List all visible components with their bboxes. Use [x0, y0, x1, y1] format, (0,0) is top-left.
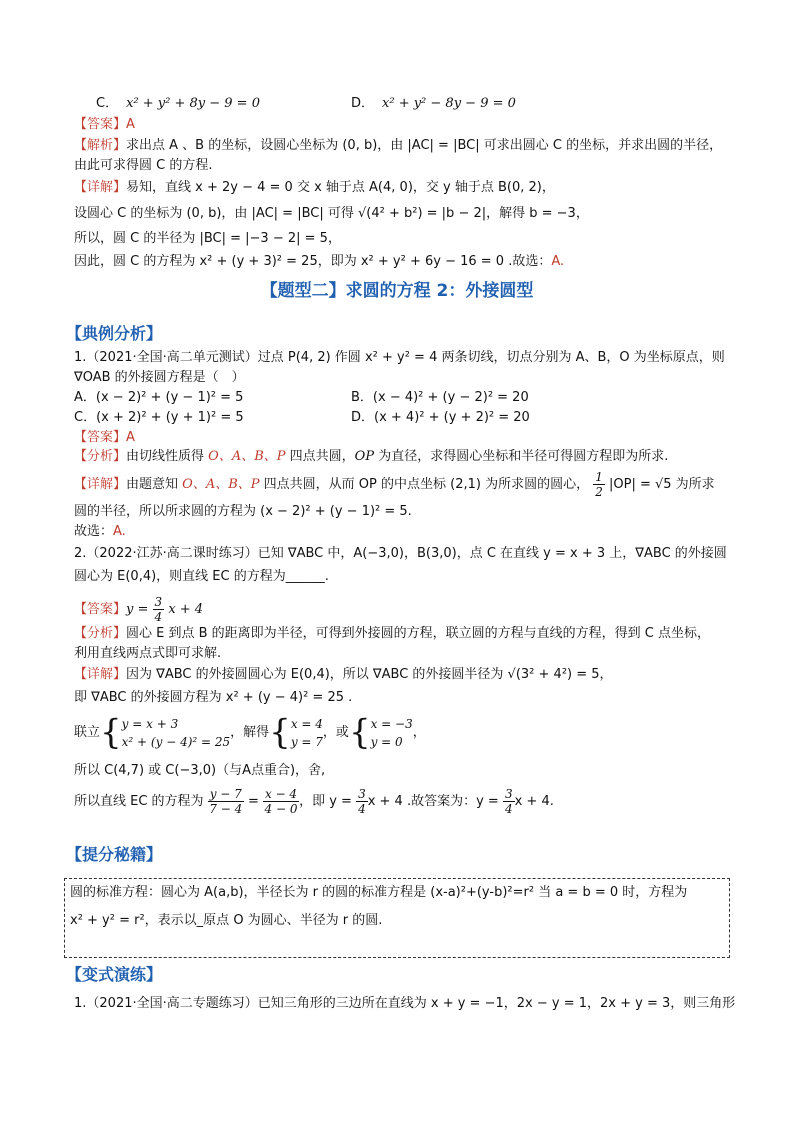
- brace: {: [348, 712, 371, 753]
- option-c: C． x² + y² + 8y − 9 = 0: [96, 96, 260, 111]
- xiangjie-line-1: 【详解】易知，直线 x + 2y − 4 = 0 交 x 轴于点 A(4, 0)，交 y 轴于点 B(0, 2)，: [74, 180, 555, 195]
- xiangjie-line-4: 因此，圆 C 的方程为 x² + (y + 3)² = 25，即为 x² + y² + 6y − 16 = 0 .故选：A.: [74, 254, 565, 269]
- q1-fenxi: 【分析】由切线性质得 O、A、B、P 四点共圆，OP 为直径，求得圆心坐标和半径可得圆方程即为所求.: [74, 449, 669, 464]
- jiexi-line-2: 由此可求得圆 C 的方程.: [74, 158, 213, 173]
- q2-xiangjie-line-1: 【详解】因为 ∇ABC 的外接圆圆心为 E(0,4)，所以 ∇ABC 的外接圆半径为 √(3² + 4²) = 5，: [74, 667, 613, 682]
- q1-xiangjie-line-2: 圆的半径，所以所求圆的方程为 (x − 2)² + (y − 1)² = 5.: [74, 504, 412, 519]
- q1-stem-line-1: 1.（2021·全国·高二单元测试）过点 P(4, 2) 作圆 x² + y² = 4 两条切线，切点分别为 A、B，O 为坐标原点，则: [74, 350, 725, 365]
- q1-option-c: C．(x + 2)² + (y + 1)² = 5: [74, 410, 244, 425]
- q1-answer: 【答案】A: [74, 430, 135, 445]
- equation-system: x = 4 y = 7: [290, 716, 323, 749]
- answer-line: 【答案】A: [74, 117, 135, 132]
- section-title: 【题型二】求圆的方程 2：外接圆型: [260, 281, 534, 301]
- fraction: $\frac{3}{4}$: [358, 787, 366, 816]
- q2-stem-line-1: 2.（2022·江苏·高二课时练习）已知 ∇ABC 中，A(−3,0)，B(3,0)，点 C 在直线 y = x + 3 上，∇ABC 的外接圆: [74, 546, 727, 561]
- q1-option-b: B．(x − 4)² + (y − 2)² = 20: [351, 390, 529, 405]
- q2-points-line: 所以 C(4,7) 或 C(−3,0)（与A点重合)，舍,: [74, 763, 326, 778]
- q1-stem-line-2: ∇OAB 的外接圆方程是（ ）: [74, 370, 245, 385]
- fraction: $\frac{x - 4}{4 - 0}$: [264, 787, 298, 816]
- dianli-heading: 【典例分析】: [66, 324, 163, 343]
- q1-xiangjie-line-1: 【详解】由题意知 O、A、B、P 四点共圆，从而 OP 的中点坐标 (2,1) 为所求圆的圆心， $\frac{1}{2}$ |OP| = √5 为所求: [74, 470, 715, 499]
- q1-option-d: D．(x + 4)² + (y + 2)² = 20: [351, 410, 530, 425]
- tips-line-2: x² + y² = r²，表示以_原点 O 为圆心、半径为 r 的圆.: [70, 913, 383, 928]
- q2-stem-line-2: 圆心为 E(0,4)，则直线 EC 的方程为______.: [74, 569, 329, 584]
- jiexi-line-1: 【解析】求出点 A 、B 的坐标，设圆心坐标为 (0, b)，由 |AC| = |BC| 可求出圆心 C 的坐标，并求出圆的半径，: [74, 138, 723, 153]
- tifen-heading: 【提分秘籍】: [66, 845, 163, 864]
- fraction: $\frac{1}{2}$: [595, 470, 603, 499]
- q2-final-line: 所以直线 EC 的方程为 $\frac{y - 7}{7 - 4}$ = $\frac{x - 4}{4 - 0}$ ，即 y = $\frac{3}{4}$ x + 4 .故答案为：y = $\frac{3}{4}$ x + 4.: [74, 787, 554, 816]
- fraction: $\frac{y - 7}{7 - 4}$: [209, 787, 243, 816]
- q3-stem-line-1: 1.（2021·全国·高二专题练习）已知三角形的三边所在直线为 x + y = −1，2x − y = 1，2x + y = 3，则三角形: [74, 996, 736, 1011]
- fraction: $\frac{3}{4}$: [504, 787, 513, 816]
- xiangjie-line-2: 设圆心 C 的坐标为 (0, b)，由 |AC| = |BC| 可得 √(4² + b²) = |b − 2|，解得 b = −3，: [74, 206, 589, 221]
- q2-fenxi-line-1: 【分析】圆心 E 到点 B 的距离即为半径，可得到外接圆的方程，联立圆的方程与直线的方程，得到 C 点坐标，: [74, 626, 711, 641]
- tips-line-1: 圆的标准方程：圆心为 A(a,b)，半径长为 r 的圆的标准方程是 (x-a)²+(y-b)²=r² 当 a = b = 0 时，方程为: [70, 885, 688, 900]
- q2-answer: 【答案】y = $\frac{3}{4}$ x + 4: [74, 595, 204, 624]
- brace: {: [100, 712, 122, 753]
- xiangjie-line-3: 所以，圆 C 的半径为 |BC| = |−3 − 2| = 5，: [74, 231, 341, 246]
- q2-xiangjie-line-2: 即 ∇ABC 的外接圆方程为 x² + (y − 4)² = 25 .: [74, 690, 353, 705]
- option-d: D． x² + y² − 8y − 9 = 0: [351, 96, 516, 111]
- q1-option-a: A．(x − 2)² + (y − 1)² = 5: [74, 390, 244, 405]
- bianshi-heading: 【变式演练】: [66, 965, 163, 984]
- brace: {: [269, 712, 291, 753]
- q2-system-line: 联立{ y = x + 3 x² + (y − 4)² = 25 ，解得{ x = 4 y = 7 ，或{ x = −3 y = 0 ，: [74, 712, 426, 753]
- q1-conclusion: 故选：A.: [74, 524, 126, 539]
- fraction: $\frac{3}{4}$: [154, 595, 163, 624]
- q2-fenxi-line-2: 利用直线两点式即可求解.: [74, 646, 222, 661]
- equation-system: y = x + 3 x² + (y − 4)² = 25: [121, 716, 231, 749]
- equation-system: x = −3 y = 0: [370, 716, 413, 749]
